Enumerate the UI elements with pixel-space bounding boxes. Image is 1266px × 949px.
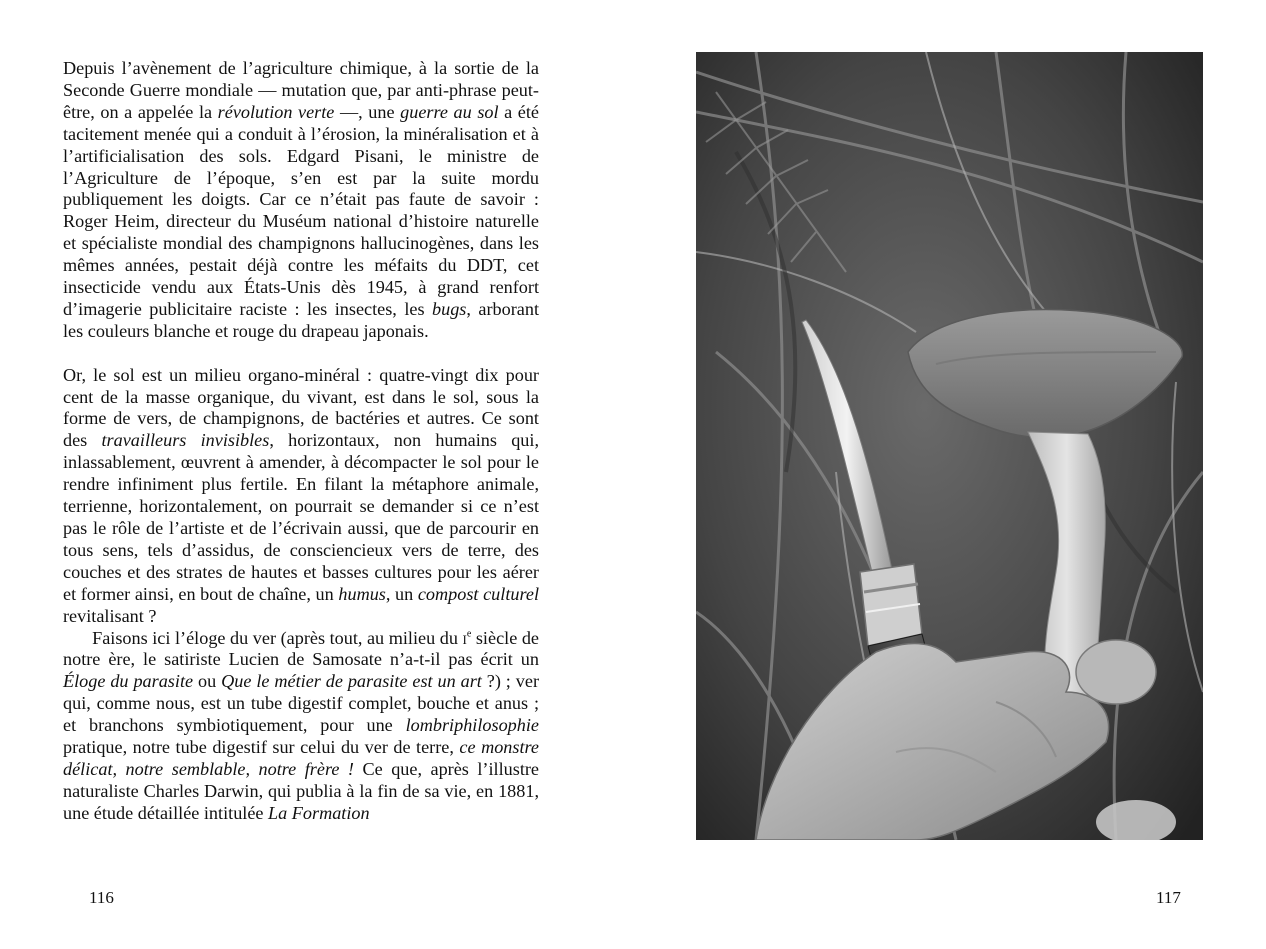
italic-text: ce monstre délicat, notre semblable, notre frère !: [63, 737, 539, 779]
page-number-right: 117: [1156, 888, 1181, 907]
italic-text: Éloge du parasite: [63, 671, 194, 692]
italic-text: lombriphilosophie: [405, 715, 539, 736]
photo-mushroom-knife: [696, 52, 1203, 840]
text-run: —, une: [334, 101, 401, 122]
text-run: , arborant les couleurs blanche et rouge du drapeau japonais.: [63, 298, 539, 341]
italic-text: travailleurs invisibles: [101, 430, 270, 451]
paragraph-1: [63, 58, 539, 343]
photo-graphic: [696, 52, 1203, 840]
text-run: siècle de notre ère, le satiriste Lucien de Samosate n’a-t-il pas écrit un: [63, 627, 539, 670]
italic-text: révolution verte: [217, 101, 335, 122]
italic-text: La Formation: [268, 802, 370, 823]
text-run: Or, le sol est un milieu organo-minéral : quatre-vingt dix pour cent de la masse organique, du vivant, est dans le sol, sous la forme de vers, de champignons, de bactéries et autres. Ce sont des: [63, 364, 539, 451]
page-number-left: 116: [89, 888, 114, 907]
superscript-text: e: [466, 628, 472, 640]
italic-text: compost culturel: [417, 583, 539, 604]
paragraph-3: [63, 628, 539, 825]
paragraph-2: [63, 365, 539, 628]
body-text: [63, 58, 539, 825]
text-run: , horizontaux, non humains qui, inlassablement, œuvrent à amender, à décompacter le sol pour le rendre infiniment plus fertile. En filant la métaphore animale, terrienne, horizontalement, on pourrait se demander si ce n’est pas le rôle de l’artiste et de l’écrivain aussi, que de parcourir en tous sens, tels d’assidus, de consciencieux vers de terre, des couches et des strates de hautes et basses cultures pour les aérer et former ainsi, en bout de chaîne, un: [63, 430, 539, 604]
italic-text: Que le métier de parasite est un art: [221, 671, 482, 692]
text-run: a été tacitement menée qui a conduit à l’érosion, la minéralisation et à l’artificialisation des sols. Edgard Pisani, le ministre de l’Agriculture de l’époque, s’en est par la suite mordu publiquement les doigts. Car ce n’était pas faute de savoir : Roger Heim, directeur du Muséum national d’histoire naturelle et spécialiste mondial des champignons hallucinogènes, dans les mêmes années, pestait déjà contre les méfaits du DDT, cet insecticide vendu aux États-Unis dès 1945, à grand renfort d’imagerie publicitaire raciste : les insectes, les: [63, 101, 539, 319]
text-run: Faisons ici l’éloge du ver (après tout, au milieu du: [92, 627, 463, 648]
text-run: pratique, notre tube digestif sur celui du ver de terre,: [63, 737, 460, 758]
italic-text: guerre au sol: [400, 101, 499, 122]
roman-numeral: i: [462, 627, 467, 648]
text-run: Ce que, après l’illustre naturaliste Charles Darwin, qui publia à la fin de sa vie, en 1881, une étude détaillée intitulée: [63, 758, 539, 823]
italic-text: bugs: [432, 298, 467, 319]
italic-text: humus: [338, 583, 386, 604]
right-page: [633, 0, 1266, 949]
text-run: , un: [385, 583, 418, 604]
text-run: ?) ; ver qui, comme nous, est un tube digestif complet, bouche et anus ; et branchons symbiotiquement, pour une: [63, 671, 540, 736]
text-run: revitalisant ?: [63, 605, 157, 626]
text-run: Depuis l’avènement de l’agriculture chimique, à la sortie de la Seconde Guerre mondiale — mutation que, par anti-phrase peut-être, on a appelée la: [63, 58, 539, 122]
text-run: ou: [193, 671, 222, 692]
